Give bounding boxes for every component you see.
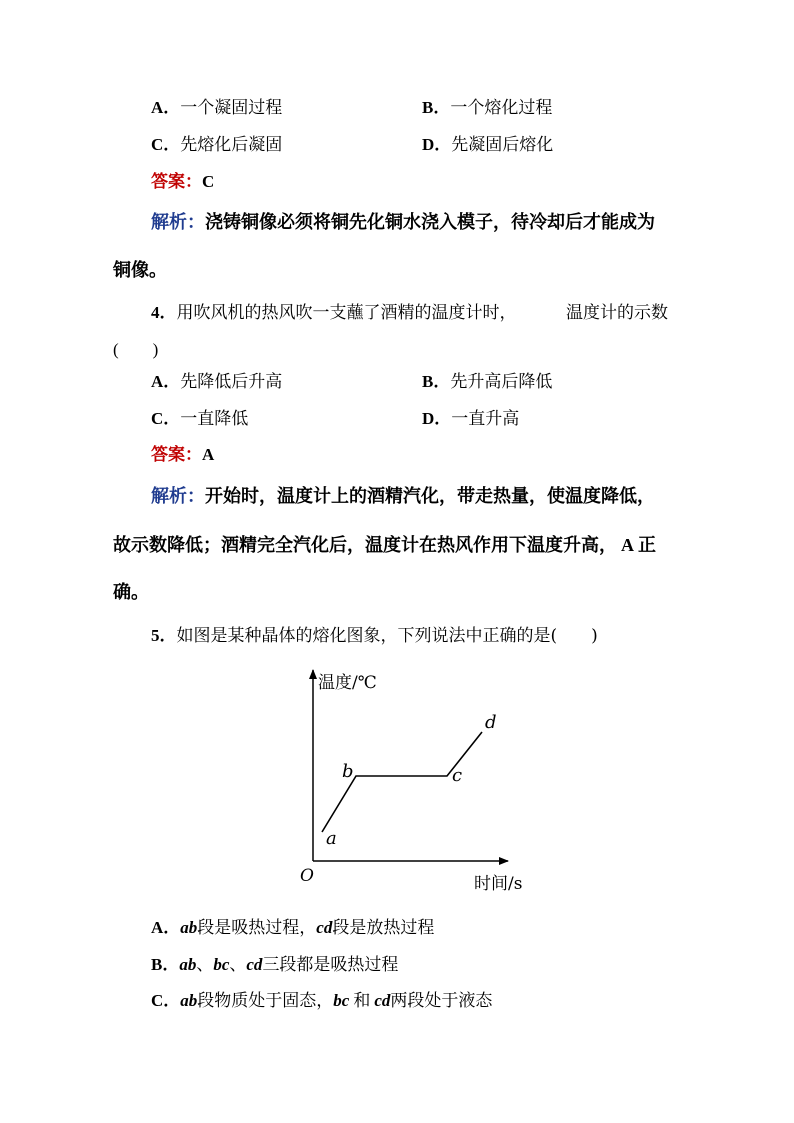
point-a-label: a: [326, 828, 337, 849]
q4-explanation-text2b: A: [621, 535, 634, 555]
q3-option-d-label: D．: [422, 135, 452, 154]
segment-cd: cd: [374, 991, 391, 1010]
q3-explanation-text1: 浇铸铜像必须将铜先化铜水浇入模子，待冷却后才能成为: [205, 212, 655, 233]
q3-option-d-text: 先凝固后熔化: [451, 135, 554, 155]
q5-option-a: [151, 916, 434, 940]
q5-option-a-text2: 段是放热过程: [332, 918, 435, 938]
q4-explanation-label: 解析：: [151, 486, 205, 507]
segment-cd: cd: [316, 918, 333, 937]
q4-answer-label: 答案：: [151, 445, 202, 465]
q3-option-c-text: 先熔化后凝固: [180, 135, 283, 155]
q3-option-b-text: 一个熔化过程: [450, 98, 553, 118]
q5-option-c-text1: 段物质处于固态，: [197, 991, 334, 1011]
segment-ab: ab: [180, 918, 198, 937]
segment-ab: ab: [179, 955, 197, 974]
q4-answer-value: A: [202, 445, 215, 464]
q3-option-a-label: A．: [151, 98, 181, 117]
q4-option-c: [151, 407, 248, 431]
q5-option-b-text: 三段都是吸热过程: [262, 955, 399, 975]
q4-stem-part2: 温度计的示数: [566, 303, 668, 323]
q5-option-b: [151, 953, 398, 977]
origin-label: O: [300, 866, 314, 886]
q3-option-a: [151, 96, 282, 120]
q3-option-c: [151, 133, 282, 157]
q3-answer-value: C: [202, 172, 215, 191]
x-axis-label: 时间/s: [474, 874, 523, 894]
q5-option-c: [151, 989, 492, 1013]
q4-option-d-label: D．: [422, 409, 452, 428]
q4-explanation-line2: [113, 533, 656, 558]
y-axis-label: 温度/℃: [318, 673, 377, 693]
q3-answer: [151, 170, 214, 194]
q3-option-c-label: C．: [151, 135, 181, 154]
segment-ab: ab: [180, 991, 198, 1010]
q3-option-b: [422, 96, 552, 120]
point-d-label: d: [485, 712, 497, 733]
q4-option-b-label: B．: [422, 372, 451, 391]
q5-stem-text: 如图是某种晶体的熔化图象，下列说法中正确的是( ): [176, 626, 598, 646]
q4-explanation-line3: 确。: [113, 582, 149, 603]
segment-bc: bc: [333, 991, 350, 1010]
q4-explanation-text2a: 故示数降低；酒精完全汽化后，温度计在热风作用下温度升高，: [113, 535, 617, 556]
q5-option-a-label: A．: [151, 918, 181, 937]
q4-option-c-label: C．: [151, 409, 181, 428]
q3-option-b-label: B．: [422, 98, 451, 117]
q5-option-c-text2: 两段处于液态: [390, 991, 493, 1011]
point-b-label: b: [342, 761, 354, 782]
q4-answer-bracket: ( ): [113, 340, 159, 359]
q4-explanation-text2c: 正: [638, 535, 656, 556]
melting-graph: [290, 662, 550, 898]
q3-option-a-text: 一个凝固过程: [180, 98, 283, 118]
q4-option-d-text: 一直升高: [451, 409, 520, 429]
q4-option-d: [422, 407, 519, 431]
q5-stem: [151, 624, 598, 648]
segment-bc: bc: [213, 955, 230, 974]
q4-stem-part1: 用吹风机的热风吹一支蘸了酒精的温度计时，: [176, 303, 517, 323]
q4-stem: [151, 301, 517, 325]
q4-option-b: [422, 370, 552, 394]
q4-explanation-text1: 开始时，温度计上的酒精汽化，带走热量，使温度降低，: [205, 486, 655, 507]
q5-option-b-sep1: 、: [196, 955, 214, 975]
q3-explanation-label: 解析：: [151, 212, 205, 233]
q4-number: 4．: [151, 303, 177, 322]
q4-option-a-label: A．: [151, 372, 181, 391]
q5-option-b-sep2: 、: [229, 955, 247, 975]
q5-option-c-label: C．: [151, 991, 181, 1010]
point-c-label: c: [452, 765, 463, 786]
segment-cd: cd: [246, 955, 263, 974]
q5-option-a-text1: 段是吸热过程，: [197, 918, 317, 938]
q3-explanation-line2: 铜像。: [113, 260, 167, 281]
q5-number: 5．: [151, 626, 177, 645]
q4-option-a-text: 先降低后升高: [180, 372, 283, 392]
q4-answer: [151, 443, 214, 467]
q5-option-c-and: 和: [353, 991, 371, 1011]
q4-explanation-line1: [151, 485, 655, 509]
q4-option-c-text: 一直降低: [180, 409, 249, 429]
q3-option-d: [422, 133, 553, 157]
q3-answer-label: 答案：: [151, 172, 202, 192]
q4-option-a: [151, 370, 282, 394]
q4-option-b-text: 先升高后降低: [450, 372, 553, 392]
q3-explanation-line1: [151, 211, 655, 235]
q5-option-b-label: B．: [151, 955, 180, 974]
